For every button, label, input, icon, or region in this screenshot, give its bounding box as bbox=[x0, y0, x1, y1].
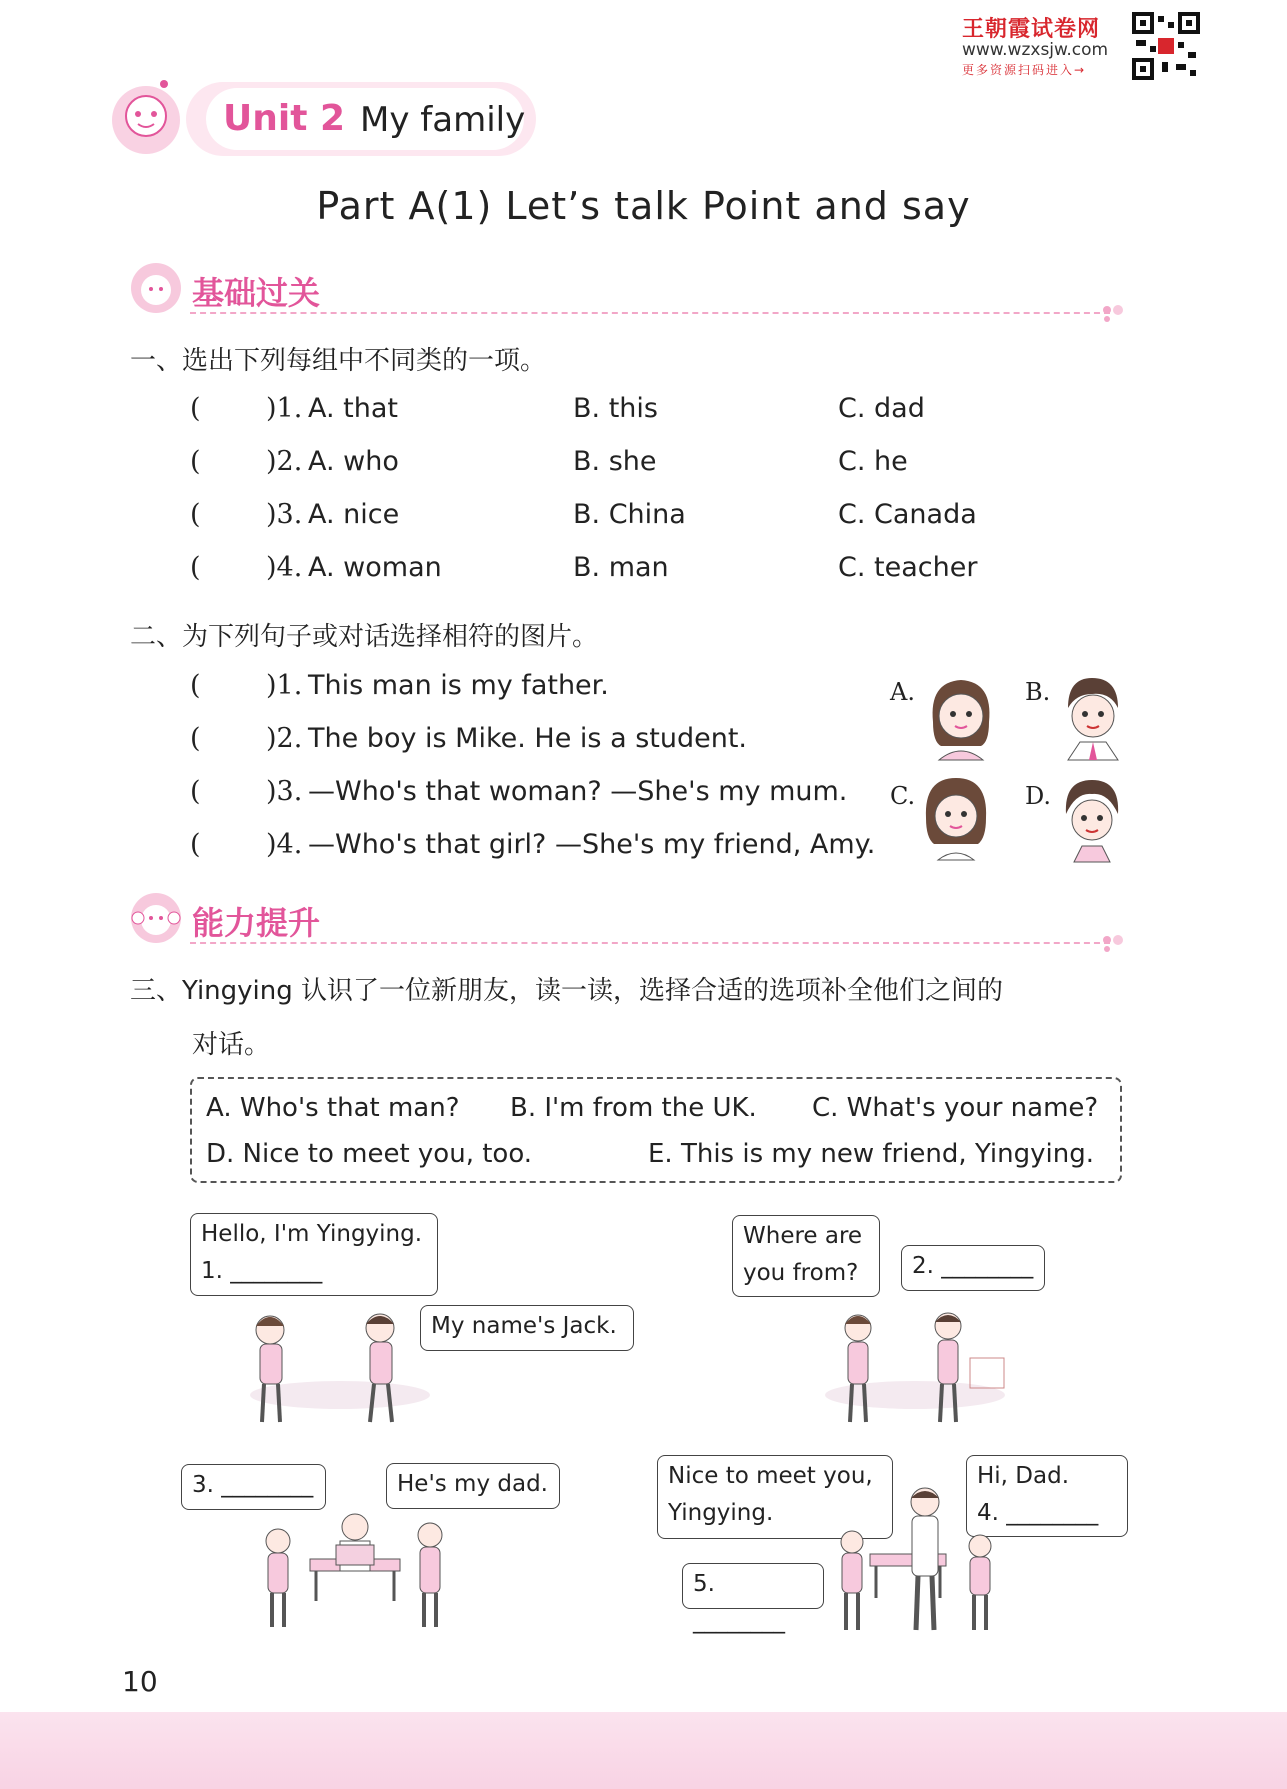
list-item bbox=[190, 446, 1090, 486]
answer-blank[interactable]: ( bbox=[190, 446, 201, 477]
man-face-icon bbox=[1056, 672, 1128, 762]
brand-subtitle: 更多资源扫码进入→ bbox=[962, 63, 1087, 77]
dots-icon bbox=[1102, 302, 1126, 322]
answer-blank[interactable]: ( bbox=[190, 723, 201, 754]
sentence: The boy is Mike. He is a student. bbox=[308, 723, 747, 754]
option-b: B. she bbox=[573, 446, 657, 477]
option-b: B. China bbox=[573, 499, 686, 530]
list-item bbox=[190, 499, 1090, 539]
list-item bbox=[190, 723, 910, 763]
list-item bbox=[190, 670, 910, 710]
brand-logo-text: 王朝霞试卷网 bbox=[962, 17, 1101, 42]
option-a: A. who bbox=[308, 446, 399, 477]
speech-bubble: He's my dad. bbox=[386, 1463, 560, 1509]
bubble-text: you from? bbox=[743, 1260, 859, 1286]
woman-face-icon bbox=[925, 672, 997, 762]
list-item bbox=[190, 393, 1090, 433]
section-label: 能力提升 bbox=[192, 904, 321, 942]
answer-blank[interactable]: 5. ________ bbox=[682, 1563, 824, 1609]
item-number: )1. bbox=[266, 670, 303, 701]
option-c: C. teacher bbox=[838, 552, 978, 583]
answer-blank[interactable]: ( bbox=[190, 499, 201, 530]
option-c: C. Canada bbox=[838, 499, 977, 530]
kids-talking-illustration bbox=[820, 1300, 1010, 1430]
answer-blank[interactable]: ( bbox=[190, 552, 201, 583]
option-c: C. dad bbox=[838, 393, 925, 424]
answer-blank[interactable]: ( bbox=[190, 393, 201, 424]
boy-face-icon bbox=[1056, 774, 1128, 864]
family-meeting-illustration bbox=[830, 1480, 1010, 1640]
monkey-face-icon bbox=[130, 892, 182, 944]
option-c: C. What's your name? bbox=[812, 1093, 1099, 1123]
brand-url: www.wzxsjw.com bbox=[962, 40, 1109, 60]
sentence: This man is my father. bbox=[308, 670, 609, 701]
item-number: )2. bbox=[266, 723, 303, 754]
option-c: C. he bbox=[838, 446, 908, 477]
page-title: Part A(1) Let’s talk Point and say bbox=[316, 184, 971, 228]
question-2-list bbox=[190, 670, 910, 880]
bubble-text: Where are bbox=[743, 1223, 863, 1249]
answer-blank[interactable]: 2. ________ bbox=[901, 1245, 1045, 1291]
kids-with-dad-illustration bbox=[250, 1505, 460, 1635]
list-item bbox=[190, 776, 910, 816]
option-a: A. woman bbox=[308, 552, 442, 583]
answer-blank[interactable]: ( bbox=[190, 776, 201, 807]
kids-greeting-illustration bbox=[230, 1300, 430, 1430]
sentence: —Who's that woman? —She's my mum. bbox=[308, 776, 848, 807]
list-item bbox=[190, 552, 1090, 592]
answer-blank[interactable]: 4. ________ bbox=[977, 1500, 1099, 1526]
page-number: 10 bbox=[122, 1665, 158, 1698]
dots-icon bbox=[1102, 932, 1126, 952]
option-b: B. this bbox=[573, 393, 658, 424]
list-item bbox=[190, 829, 910, 869]
question-1-list bbox=[190, 393, 1090, 613]
section-divider bbox=[190, 312, 1110, 314]
answer-blank[interactable]: ( bbox=[190, 670, 201, 701]
question-3-heading-cont: 对话。 bbox=[192, 1030, 271, 1060]
item-number: )3. bbox=[266, 776, 303, 807]
answer-blank[interactable]: ( bbox=[190, 829, 201, 860]
picture-label-a: A. bbox=[890, 678, 915, 706]
section-label: 基础过关 bbox=[192, 274, 321, 312]
bubble-text: Hello, I'm Yingying. bbox=[201, 1221, 423, 1247]
girl-face-icon bbox=[130, 262, 182, 314]
item-number: )3. bbox=[266, 499, 303, 530]
option-d: D. Nice to meet you, too. bbox=[206, 1139, 533, 1169]
options-box bbox=[190, 1077, 1122, 1183]
answer-blank[interactable]: 1. ________ bbox=[201, 1258, 323, 1284]
qr-code-icon[interactable] bbox=[1132, 12, 1200, 80]
speech-bubble: My name's Jack. bbox=[420, 1305, 634, 1351]
picture-label-c: C. bbox=[890, 782, 916, 810]
picture-label-d: D. bbox=[1025, 782, 1052, 810]
option-b: B. I'm from the UK. bbox=[510, 1093, 757, 1123]
unit-number: Unit 2 bbox=[223, 98, 345, 139]
option-a: A. Who's that man? bbox=[206, 1093, 460, 1123]
bubble-text: Hi, Dad. bbox=[977, 1463, 1070, 1489]
section-header-advanced bbox=[130, 892, 1126, 950]
girl-face-icon bbox=[920, 772, 992, 862]
option-e: E. This is my new friend, Yingying. bbox=[648, 1139, 1094, 1169]
bubble-text: Yingying. bbox=[668, 1500, 774, 1526]
answer-blank[interactable]: 3. ________ bbox=[181, 1464, 326, 1510]
bubble-text: Nice to meet you, bbox=[668, 1463, 873, 1489]
footer-band bbox=[0, 1712, 1287, 1789]
speech-bubble bbox=[190, 1213, 438, 1296]
option-b: B. man bbox=[573, 552, 669, 583]
question-3-heading: 三、Yingying 认识了一位新朋友，读一读，选择合适的选项补全他们之间的 bbox=[130, 976, 1004, 1006]
item-number: )1. bbox=[266, 393, 303, 424]
option-a: A. nice bbox=[308, 499, 400, 530]
section-divider bbox=[190, 942, 1110, 944]
option-a: A. that bbox=[308, 393, 398, 424]
speech-bubble bbox=[732, 1215, 880, 1297]
item-number: )2. bbox=[266, 446, 303, 477]
picture-label-b: B. bbox=[1025, 678, 1051, 706]
unit-name: My family bbox=[360, 100, 526, 140]
question-2-heading: 二、为下列句子或对话选择相符的图片。 bbox=[130, 622, 599, 652]
sentence: —Who's that girl? —She's my friend, Amy. bbox=[308, 829, 876, 860]
question-1-heading: 一、选出下列每组中不同类的一项。 bbox=[130, 346, 547, 376]
item-number: )4. bbox=[266, 829, 303, 860]
item-number: )4. bbox=[266, 552, 303, 583]
section-header-basic bbox=[130, 262, 1126, 320]
